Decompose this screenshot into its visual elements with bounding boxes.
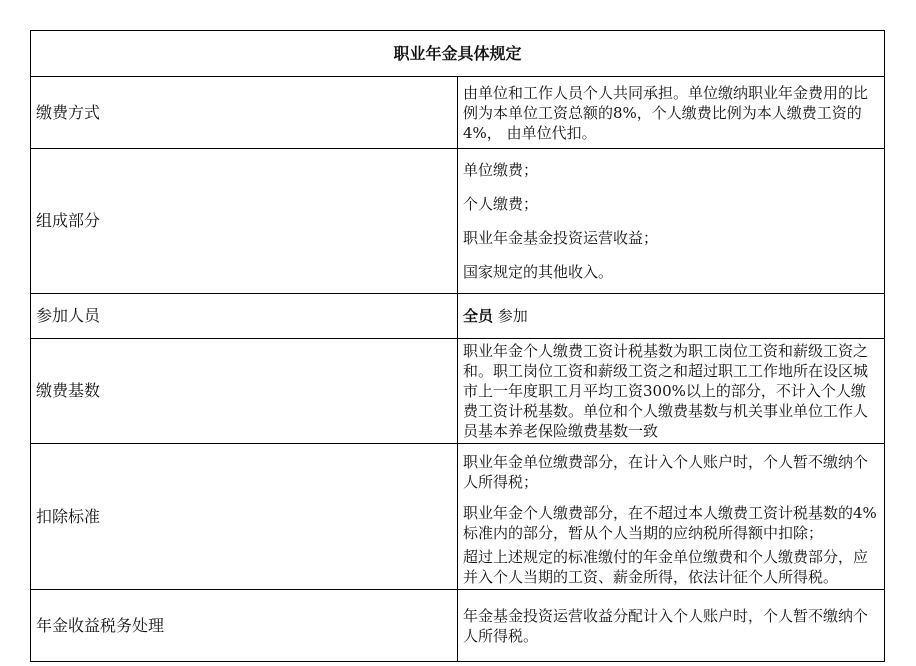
content-line: 个人缴费；: [463, 195, 539, 213]
row-label-contribution-base: 缴费基数: [31, 339, 458, 444]
content-line: 国家规定的其他收入。: [463, 263, 614, 281]
row-label-payment-method: 缴费方式: [31, 77, 458, 149]
row-label-tax-treatment: 年金收益税务处理: [31, 590, 458, 662]
row-content-composition: [458, 149, 885, 294]
table-title: 职业年金具体规定: [31, 31, 885, 77]
table-row: [31, 339, 885, 444]
row-content-participants: [458, 294, 885, 339]
table-row: [31, 294, 885, 339]
row-content-tax-treatment: [458, 590, 885, 662]
title-row: [31, 31, 885, 77]
table-row: [31, 590, 885, 662]
content-line: 职业年金个人缴费部分，在不超过本人缴费工资计税基数的4%标准内的部分，暂从个人当期的应纳税所得额中扣除；: [463, 503, 877, 542]
content-line: 年金基金投资运营收益分配计入个人账户时，个人暂不缴纳个人所得税。: [463, 606, 869, 645]
content-line: 职业年金个人缴费工资计税基数为职工岗位工资和薪级工资之和。职工岗位工资和薪级工资之和超过职工工作地所在设区城市上一年度职工月平均工资300%以上的部分，不计入个人缴费工资计税基数。单位和个人缴费基数与机关事业单位工作人员基本养老保险缴费基数一致: [463, 342, 869, 440]
table-row: [31, 444, 885, 590]
row-label-composition: 组成部分: [31, 149, 458, 294]
participants-bold-text: 全员: [463, 307, 494, 325]
table-row: [31, 149, 885, 294]
participants-rest-text: 参加: [493, 307, 528, 325]
row-content-payment-method: [458, 77, 885, 149]
content-line: 单位缴费；: [463, 161, 539, 179]
content-line: 职业年金基金投资运营收益；: [463, 229, 659, 247]
regulation-table: [30, 30, 885, 662]
row-content-contribution-base: [458, 339, 885, 444]
row-label-deduction: 扣除标准: [31, 444, 458, 590]
row-label-participants: 参加人员: [31, 294, 458, 339]
content-line: 由单位和工作人员个人共同承担。单位缴纳职业年金费用的比例为本单位工资总额的8%，个人缴费比例为本人缴费工资的4%， 由单位代扣。: [463, 83, 869, 142]
row-content-deduction: [458, 444, 885, 590]
content-line: 职业年金单位缴费部分，在计入个人账户时，个人暂不缴纳个人所得税；: [463, 452, 869, 491]
content-line: 超过上述规定的标准缴付的年金单位缴费和个人缴费部分，应并入个人当期的工资、薪金所得，依法计征个人所得税。: [463, 547, 869, 586]
table-row: [31, 77, 885, 149]
